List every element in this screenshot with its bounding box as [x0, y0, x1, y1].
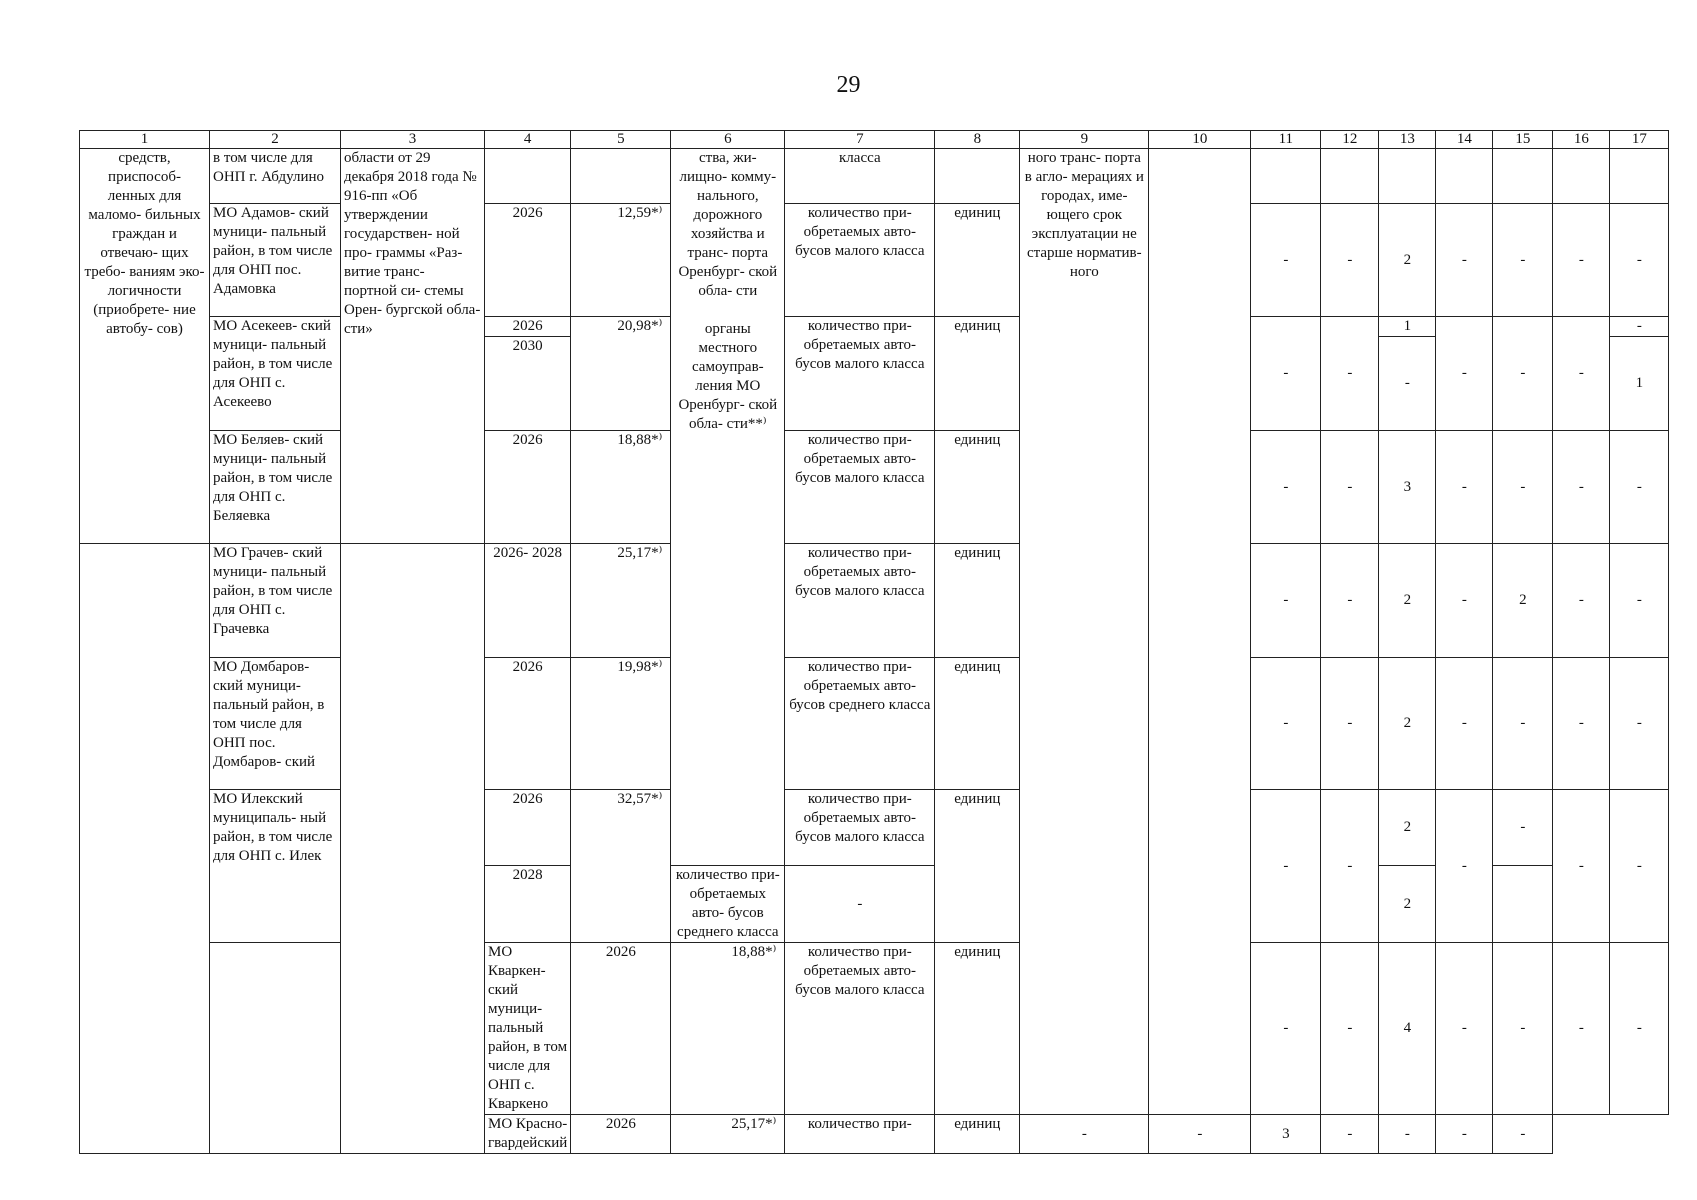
column-header: 13	[1379, 131, 1436, 149]
responsible-executor-cell: ства, жи- лищно- комму- нального, дорожного хозяйства и транс- порта Оренбург- ской обла- сти органы местного самоуправ- ления МО Оренбург- ской обла- сти**⁾	[671, 149, 785, 866]
value-cell: -	[1436, 204, 1493, 317]
value-cell: -	[1251, 204, 1321, 317]
municipality-cell: МО Беляев- ский муници- пальный район, в том числе для ОНП с. Беляевка	[210, 431, 341, 544]
municipality-cell: МО Красно- гвардейский	[485, 1115, 571, 1154]
column-header: 14	[1436, 131, 1493, 149]
year-cell: 2026- 2028	[485, 544, 571, 658]
value-cell: -	[1436, 317, 1493, 431]
column-header: 9	[1020, 131, 1149, 149]
empty-cell	[80, 544, 210, 1154]
amount-cell	[571, 149, 671, 204]
column-header: 4	[485, 131, 571, 149]
indicator-cell: количество при- обретаемых авто- бусов малого класса	[785, 544, 935, 658]
unit-cell: единиц	[935, 431, 1020, 544]
column-header: 12	[1321, 131, 1379, 149]
indicator-cell: количество при- обретаемых авто- бусов малого класса	[785, 943, 935, 1115]
value-cell: -	[1251, 544, 1321, 658]
value-cell	[1321, 149, 1379, 204]
value-cell: -	[1436, 544, 1493, 658]
column-header: 17	[1610, 131, 1669, 149]
value-cell: -	[1553, 431, 1610, 544]
value-cell: -	[1321, 658, 1379, 790]
value-cell: -	[1553, 317, 1610, 431]
column-header: 5	[571, 131, 671, 149]
value-cell: 1	[1379, 317, 1436, 337]
unit-cell: единиц	[935, 658, 1020, 790]
column-header: 3	[341, 131, 485, 149]
table-row	[80, 658, 1669, 790]
value-cell	[1379, 149, 1436, 204]
value-cell: -	[1493, 1115, 1553, 1154]
column-header: 16	[1553, 131, 1610, 149]
column-header: 15	[1493, 131, 1553, 149]
column-header: 1	[80, 131, 210, 149]
amount-cell: 32,57*⁾	[571, 790, 671, 943]
value-cell: -	[1610, 431, 1669, 544]
value-cell: -	[1553, 544, 1610, 658]
year-cell: 2026	[485, 317, 571, 337]
year-cell: 2026	[485, 658, 571, 790]
municipality-cell: в том числе для ОНП г. Абдулино	[210, 149, 341, 204]
municipality-cell: МО Кваркен- ский муници- пальный район, в том числе для ОНП с. Кваркено	[485, 943, 571, 1115]
municipality-cell: МО Грачев- ский муници- пальный район, в том числе для ОНП с. Грачевка	[210, 544, 341, 658]
municipality-cell: МО Адамов- ский муници- пальный район, в том числе для ОНП пос. Адамовка	[210, 204, 341, 317]
value-cell: -	[1493, 790, 1553, 866]
value-cell: -	[1493, 204, 1553, 317]
table-row	[80, 943, 1669, 1115]
value-cell: 3	[1251, 1115, 1321, 1154]
value-cell: 2	[1379, 658, 1436, 790]
value-cell	[1436, 149, 1493, 204]
value-cell: -	[1251, 431, 1321, 544]
column-header: 2	[210, 131, 341, 149]
table-row	[80, 317, 1669, 337]
value-cell: 2	[1493, 544, 1553, 658]
value-cell: -	[1610, 658, 1669, 790]
value-cell: -	[1321, 431, 1379, 544]
unit-cell: единиц	[935, 544, 1020, 658]
indicator-cell: количество при- обретаемых авто- бусов среднего класса	[785, 658, 935, 790]
table-row	[80, 790, 1669, 866]
value-cell: -	[1251, 790, 1321, 943]
year-cell: 2026	[485, 431, 571, 544]
value-cell: -	[1436, 431, 1493, 544]
year-cell	[485, 149, 571, 204]
value-cell: -	[1321, 317, 1379, 431]
value-cell: -	[1379, 337, 1436, 431]
indicator-cell: количество при- обретаемых авто- бусов малого класса	[785, 431, 935, 544]
column-header: 11	[1251, 131, 1321, 149]
municipality-cell: МО Асекеев- ский муници- пальный район, в том числе для ОНП с. Асекеево	[210, 317, 341, 431]
unit-cell: единиц	[935, 943, 1020, 1115]
indicator-cell: количество при- обретаемых авто- бусов малого класса	[785, 317, 935, 431]
value-cell: -	[1610, 544, 1669, 658]
value-cell: -	[1251, 658, 1321, 790]
indicator-cell: количество при- обретаемых авто- бусов среднего класса	[671, 866, 785, 943]
value-cell	[1493, 149, 1553, 204]
empty-cell	[1149, 149, 1251, 1115]
value-cell: 3	[1379, 431, 1436, 544]
table-row	[80, 204, 1669, 317]
value-cell: -	[1493, 658, 1553, 790]
value-cell: 2	[1379, 204, 1436, 317]
year-cell: 2026	[485, 790, 571, 866]
value-cell: -	[1553, 204, 1610, 317]
value-cell: -	[1436, 790, 1493, 943]
column-header: 8	[935, 131, 1020, 149]
value-cell: 2	[1379, 544, 1436, 658]
value-cell: -	[1610, 943, 1669, 1115]
value-cell: 2	[1379, 790, 1436, 866]
value-cell: -	[1251, 943, 1321, 1115]
value-cell: -	[1321, 790, 1379, 943]
column-header: 10	[1149, 131, 1251, 149]
amount-cell: 19,98*⁾	[571, 658, 671, 790]
legal-basis-cell: области от 29 декабря 2018 года № 916-пп «Об утверждении государствен- ной про- граммы «Раз- витие транс- портной си- стемы Орен- бургской обла- сти»	[341, 149, 485, 544]
column-header: 6	[671, 131, 785, 149]
page-number: 29	[836, 72, 861, 98]
target-indicator-cell: ного транс- порта в агло- мерациях и городах, име- ющего срок эксплуатации не старше норматив- ного	[1020, 149, 1149, 1115]
municipality-cell: МО Илекский муниципаль- ный район, в том числе для ОНП с. Илек	[210, 790, 341, 943]
header-row	[80, 131, 1669, 149]
value-cell	[1610, 149, 1669, 204]
value-cell: 2	[1379, 866, 1436, 943]
amount-cell: 25,17*⁾	[671, 1115, 785, 1154]
value-cell: -	[1321, 204, 1379, 317]
value-cell: -	[1610, 204, 1669, 317]
year-cell: 2026	[485, 204, 571, 317]
unit-cell: единиц	[935, 317, 1020, 431]
value-cell: -	[1149, 1115, 1251, 1154]
year-cell: 2026	[571, 1115, 671, 1154]
year-cell: 2026	[571, 943, 671, 1115]
table-row	[80, 544, 1669, 658]
indicator-cell: количество при- обретаемых авто- бусов малого класса	[785, 790, 935, 866]
value-cell: -	[1379, 1115, 1436, 1154]
year-cell: 2028	[485, 866, 571, 943]
value-cell: -	[1493, 431, 1553, 544]
value-cell: -	[1553, 943, 1610, 1115]
value-cell: -	[1020, 1115, 1149, 1154]
value-cell: -	[1493, 943, 1553, 1115]
column-header: 7	[785, 131, 935, 149]
unit-cell: единиц	[935, 790, 1020, 943]
value-cell: -	[1610, 790, 1669, 943]
measure-name-cell: средств, приспособ- ленных для маломо- бильных граждан и отвечаю- щих требо- ваниям эко- логичности (приобрете- ние автобу- сов)	[80, 149, 210, 544]
table-row	[80, 149, 1669, 204]
value-cell: -	[1321, 544, 1379, 658]
value-cell: -	[785, 866, 935, 943]
value-cell: 4	[1379, 943, 1436, 1115]
value-cell	[1251, 149, 1321, 204]
amount-cell: 25,17*⁾	[571, 544, 671, 658]
value-cell: -	[1321, 943, 1379, 1115]
unit-cell	[935, 149, 1020, 204]
municipality-cell: МО Домбаров- ский муници- пальный район, в том числе для ОНП пос. Домбаров- ский	[210, 658, 341, 790]
programme-table	[79, 130, 1669, 1154]
value-cell: -	[1321, 1115, 1379, 1154]
amount-cell: 18,88*⁾	[571, 431, 671, 544]
indicator-cell: класса	[785, 149, 935, 204]
value-cell: -	[1251, 317, 1321, 431]
value-cell: -	[1436, 658, 1493, 790]
unit-cell: единиц	[935, 204, 1020, 317]
value-cell: -	[1493, 317, 1553, 431]
amount-cell: 18,88*⁾	[671, 943, 785, 1115]
value-cell: -	[1610, 317, 1669, 337]
value-cell: -	[1436, 1115, 1493, 1154]
value-cell: -	[1436, 943, 1493, 1115]
indicator-cell: количество при-	[785, 1115, 935, 1154]
amount-cell: 20,98*⁾	[571, 317, 671, 431]
amount-cell: 12,59*⁾	[571, 204, 671, 317]
empty-cell	[341, 544, 485, 1154]
value-cell: -	[1553, 658, 1610, 790]
value-cell: -	[1553, 790, 1610, 943]
table-row	[80, 431, 1669, 544]
value-cell: 1	[1610, 337, 1669, 431]
year-cell: 2030	[485, 337, 571, 431]
empty-cell	[210, 943, 341, 1154]
unit-cell: единиц	[935, 1115, 1020, 1154]
value-cell	[1553, 149, 1610, 204]
indicator-cell: количество при- обретаемых авто- бусов малого класса	[785, 204, 935, 317]
